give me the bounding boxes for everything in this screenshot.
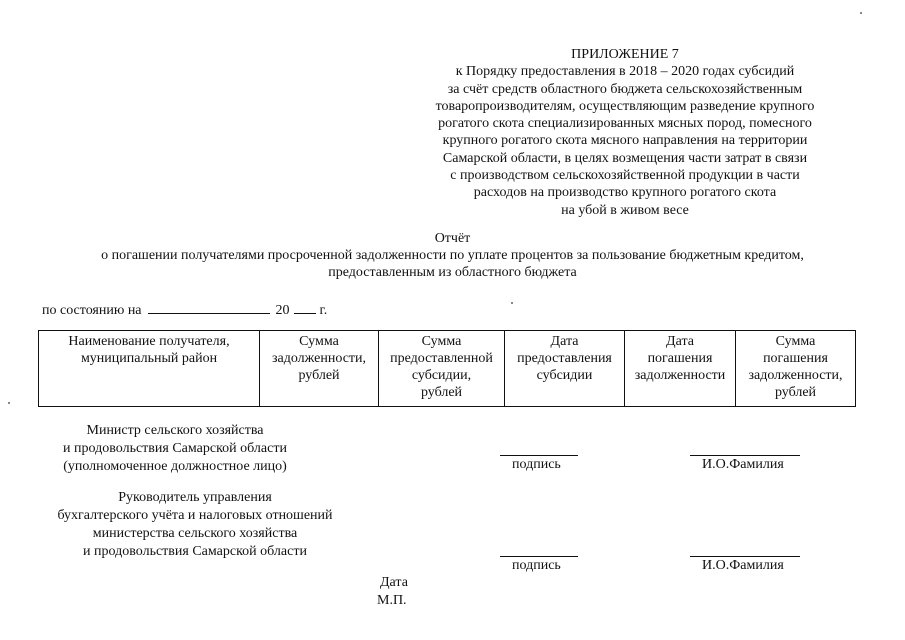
date-blank xyxy=(148,300,270,314)
signatory-line: бухгалтерского учёта и налоговых отношений xyxy=(57,508,333,523)
signature-line xyxy=(500,556,578,557)
name-line xyxy=(690,455,800,456)
name-line xyxy=(690,556,800,557)
report-title-block xyxy=(0,230,905,281)
signature-line xyxy=(500,455,578,456)
stamp-label: М.П. xyxy=(377,593,407,608)
signatory-line: (уполномоченное должностное лицо) xyxy=(63,459,287,474)
signature-label: подпись xyxy=(512,558,561,573)
column-header-repayment-date: Дата погашения задолженности xyxy=(625,331,736,407)
signature-label: подпись xyxy=(512,457,561,472)
annex-line: Самарской области, в целях возмещения части затрат в связи xyxy=(442,150,808,166)
name-label: И.О.Фамилия xyxy=(702,457,784,472)
signatory-line: и продовольствия Самарской области xyxy=(63,441,287,456)
report-heading: Отчёт xyxy=(434,231,471,246)
date-label: Дата xyxy=(380,575,408,590)
as-of-label: по состоянию на xyxy=(42,303,142,318)
annex-line: крупного рогатого скота мясного направления на территории xyxy=(442,133,808,149)
year-suffix: г. xyxy=(319,303,328,318)
signatory-line: министерства сельского хозяйства xyxy=(92,526,298,541)
table-header-row xyxy=(39,331,856,407)
column-header-recipient: Наименование получателя, муниципальный район xyxy=(39,331,260,407)
report-table xyxy=(38,330,856,407)
signatory-line: и продовольствия Самарской области xyxy=(83,544,307,559)
as-of-line xyxy=(42,300,327,319)
year-blank xyxy=(294,300,316,314)
annex-line: на убой в живом весе xyxy=(561,202,689,218)
signatory-line: Руководитель управления xyxy=(118,490,272,505)
minister-signature-block xyxy=(40,422,310,476)
name-label: И.О.Фамилия xyxy=(702,558,784,573)
annex-header xyxy=(420,46,830,219)
column-header-repayment-amount: Сумма погашения задолженности, рублей xyxy=(736,331,856,407)
column-header-debt-amount: Сумма задолженности, рублей xyxy=(260,331,379,407)
year-prefix: 20 xyxy=(275,303,290,318)
annex-line: расходов на производство крупного рогатого скота xyxy=(473,185,777,201)
scan-speck xyxy=(8,402,10,404)
annex-line: рогатого скота специализированных мясных пород, помесного xyxy=(438,116,812,132)
scan-speck xyxy=(511,302,513,304)
annex-line: за счёт средств областного бюджета сельскохозяйственным xyxy=(447,81,803,97)
column-header-subsidy-amount: Сумма предоставленной субсидии, рублей xyxy=(379,331,505,407)
annex-line: к Порядку предоставления в 2018 – 2020 годах субсидий xyxy=(455,64,795,80)
annex-line: товаропроизводителям, осуществляющим разведение крупного xyxy=(435,98,815,114)
accounting-head-signature-block xyxy=(30,489,360,561)
annex-title: ПРИЛОЖЕНИЕ 7 xyxy=(571,47,679,62)
report-subtitle-line2: предоставленным из областного бюджета xyxy=(328,265,577,280)
annex-line: с производством сельскохозяйственной продукции в части xyxy=(450,168,800,184)
scan-speck xyxy=(860,12,862,14)
column-header-subsidy-date: Дата предоставления субсидии xyxy=(505,331,625,407)
signatory-line: Министр сельского хозяйства xyxy=(86,423,264,438)
report-subtitle-line1: о погашении получателями просроченной задолженности по уплате процентов за пользование бюджетным кредитом, xyxy=(101,248,804,263)
